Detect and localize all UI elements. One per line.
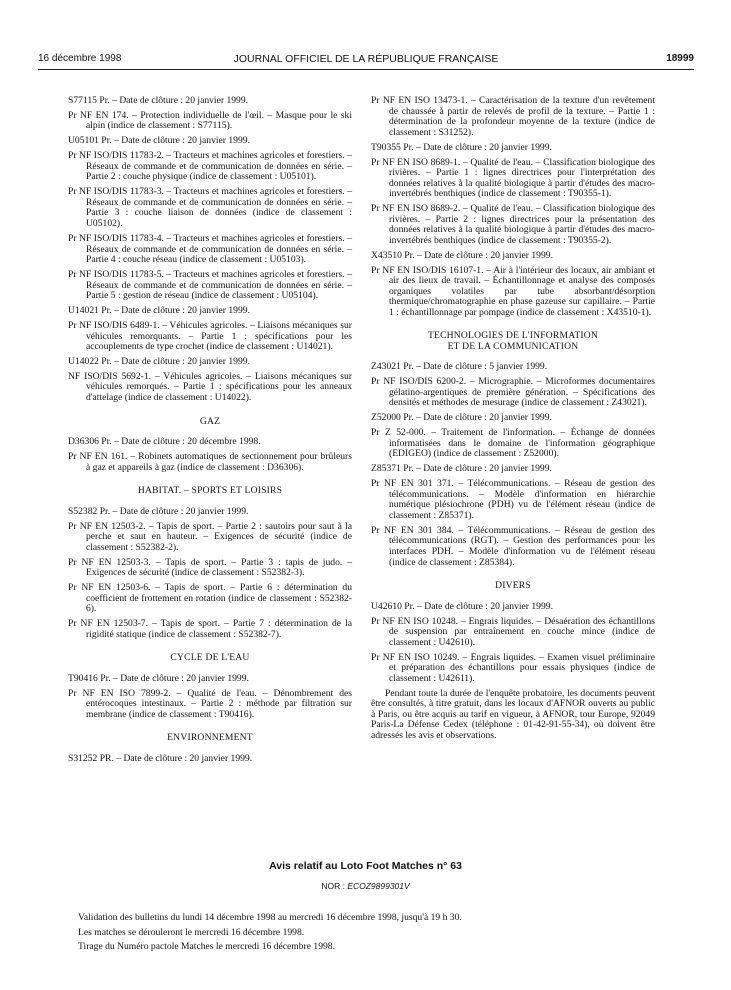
- standard-entry: Pr NF ISO/DIS 11783-2. – Tracteurs et machines agricoles et forestiers. – Réseaux de commande et de communication de données en série. – Partie 2 : couche physique (indice de classement : U05101).: [68, 150, 352, 183]
- standard-entry: Pr NF ISO/DIS 11783-3. – Tracteurs et machines agricoles et forestiers. – Réseaux de commande et de communication de données en série. – Partie 3 : couche liaison de données (indice de classement : U05102).: [68, 186, 352, 230]
- header-date: 16 décembre 1998: [38, 53, 122, 64]
- section-heading-cycle-eau: CYCLE DE L'EAU: [170, 652, 250, 664]
- header-journal-title: JOURNAL OFFICIEL DE LA RÉPUBLIQUE FRANÇAISE: [233, 53, 499, 65]
- standard-entry: Pr NF ISO/DIS 6489-1. – Véhicules agricoles. – Liaisons mécaniques sur véhicules remorquants. – Partie 1 : spécifications pour les accouplements de type crochet (indice de classement : U14021).: [68, 319, 352, 353]
- standard-entry: Pr NF EN ISO 10248. – Engrais liquides. – Désaération des échantillons de suspension par entraînement en couche mince (indice de classement : U42610).: [371, 615, 655, 648]
- right-entries-group: [371, 362, 655, 568]
- closing-date-line: U05101 Pr. – Date de clôture : 20 janvier 1999.: [68, 135, 250, 147]
- closing-date-line: Z85371 Pr. – Date de clôture : 20 janvier 1999.: [371, 463, 552, 475]
- left-entries-group: [68, 754, 352, 765]
- closing-date-line: X43510 Pr. – Date de clôture : 20 janvier 1999.: [371, 249, 553, 261]
- left-column: [68, 96, 352, 769]
- section-heading-line: TECHNOLOGIES DE L'INFORMATION: [427, 330, 599, 342]
- closing-date-line: U14021 Pr. – Date de clôture : 20 janvier 1999.: [68, 305, 250, 317]
- avis-line: Les matches se dérouleront le mercredi 16 décembre 1998.: [78, 926, 305, 938]
- standard-entry: Pr NF ISO/DIS 11783-4. – Tracteurs et machines agricoles et forestiers. – Réseaux de commande et de communication de données en série. – Partie 4 : couche réseau (indice de classement : U05103).: [68, 232, 352, 266]
- section-heading-divers: DIVERS: [495, 580, 531, 592]
- section-heading-technologies: [371, 331, 655, 352]
- avis-title: Avis relatif au Loto Foot Matches n° 63: [269, 860, 462, 872]
- closing-date-line: T90355 Pr. – Date de clôture : 20 janvier 1999.: [371, 141, 552, 153]
- left-entries-group: [68, 437, 352, 473]
- nor-label: NOR :: [321, 881, 345, 891]
- closing-date-line: Z52000 Pr. – Date de clôture : 20 janvier 1999.: [371, 412, 552, 424]
- standard-entry: Pr Z 52-000. – Traitement de l'information. – Échange de données informatisées dans le domaine de l'information géographique (EDIGEO) (indice de classement : Z52000).: [371, 427, 655, 460]
- standard-entry: Pr NF EN 174. – Protection individuelle de l'œil. – Masque pour le ski alpin (indice de classement : S77115).: [68, 109, 352, 132]
- standard-entry: Pr NF EN 301 384. – Télécommunications. – Réseau de gestion des télécommunications (RGT). – Gestion des performances pour les interfaces PDH. – Modèle d'information vu de l'élément réseau (indice de classement : Z85384).: [371, 524, 655, 568]
- closing-date-line: S77115 Pr. – Date de clôture : 20 janvier 1999.: [68, 95, 249, 106]
- avis-line: Tirage du Numéro pactole Matches le mercredi 16 décembre 1998.: [78, 941, 335, 952]
- section-heading-line: ET DE LA COMMUNICATION: [447, 340, 579, 352]
- right-entries-group: [371, 602, 655, 685]
- standard-entry: Pr NF EN 12503-7. – Tapis de sport. – Partie 7 : détermination de la rigidité statique (indice de classement : S52382-7).: [68, 618, 352, 640]
- closing-date-line: S52382 Pr. – Date de clôture : 20 janvier 1999.: [68, 505, 249, 517]
- avis-line: Validation des bulletins du lundi 14 décembre 1998 au mercredi 16 décembre 1998, jusqu'à 19 h 30.: [78, 912, 462, 923]
- left-entries-group: [68, 507, 352, 641]
- right-column: [371, 96, 655, 741]
- standard-entry: Pr NF EN ISO/DIS 16107-1. – Air à l'intérieur des locaux, air ambiant et air des lieux de travail. – Échantillonnage et analyse des composés organiques volatiles par tube absorbant/désorption thermique/chromatographie en phase gazeuse sur capillaire. – Partie 1 : échantillonnage par pompage (indice de classement : X43510-1).: [371, 264, 655, 318]
- standard-entry: Pr NF EN 12503-2. – Tapis de sport. – Partie 2 : sautoirs pour saut à la perche et saut en hauteur. – Exigences de sécurité (indice de classement : S52382-2).: [68, 520, 352, 553]
- standard-entry: Pr NF EN ISO 10249. – Engrais liquides. – Examen visuel préliminaire et préparation des échantillons pour essais physiques (indice de classement : U42611).: [371, 651, 655, 684]
- standard-entry: Pr NF ISO/DIS 6200-2. – Micrographie. – Microformes documentaires gélatino-argentiques de première génération. – Spécifications des densités et méthodes de mesurage (indice de classement : Z43021).: [371, 376, 655, 409]
- closing-date-line: D36306 Pr. – Date de clôture : 20 décembre 1998.: [68, 436, 261, 448]
- header-page-number: 18999: [666, 53, 694, 64]
- nor-code: ECOZ9899301V: [347, 881, 410, 891]
- avis-body: [78, 911, 658, 955]
- header-rule: [38, 69, 694, 70]
- right-entries-group: [371, 96, 655, 318]
- section-heading-gaz: GAZ: [199, 415, 221, 427]
- closing-date-line: Z43021 Pr. – Date de clôture : 5 janvier 1999.: [371, 361, 548, 373]
- standard-entry: Pr NF EN ISO 7899-2. – Qualité de l'eau. – Dénombrement des entérocoques intestinaux. – Partie 2 : méthode par filtration sur membrane (indice de classement : T90416).: [68, 687, 352, 720]
- nor-reference: [0, 881, 731, 891]
- standard-entry: Pr NF EN 12503-3. – Tapis de sport. – Partie 3 : tapis de judo. – Exigences de sécurité (indice de classement : S52382-3).: [68, 556, 352, 579]
- standard-entry: Pr NF EN 12503-6. – Tapis de sport. – Partie 6 : détermination du coefficient de frottement en rotation (indice de classement : S52382-6).: [68, 582, 352, 615]
- standard-entry: Pr NF EN ISO 13473-1. – Caractérisation de la texture d'un revêtement de chaussée à partir de relevés de profil de la texture. – Partie 1 : détermination de la profondeur moyenne de la texture (indice de classement : S31252).: [371, 95, 655, 138]
- standard-entry: Pr NF EN 161. – Robinets automatiques de sectionnement pour brûleurs à gaz et appareils à gaz (indice de classement : D36306).: [68, 451, 352, 473]
- standard-entry: Pr NF EN ISO 8689-1. – Qualité de l'eau. – Classification biologique des rivières. – Partie 1 : lignes directrices pour l'interprétation des données relatives à la qualité biologique à partir d'études des macro-invertébrés benthiques (indice de classement : T90355-1).: [371, 156, 655, 200]
- closing-date-line: U42610 Pr. – Date de clôture : 20 janvier 1999.: [371, 600, 553, 612]
- section-heading-environnement: ENVIRONNEMENT: [167, 732, 253, 744]
- standard-entry: Pr NF EN 301 371. – Télécommunications. – Réseau de gestion des télécommunications. – Modèle d'information en hiérarchie numérique plésiochrone (PDH) vu de l'élément réseau (indice de classement : Z85371).: [371, 478, 655, 521]
- closing-paragraph: Pendant toute la durée de l'enquête probatoire, les documents peuvent être consultés, à titre gratuit, dans les locaux d'AFNOR ouverts au public à Paris, ou être acquis au tarif en vigueur, à AFNOR, tour Europe, 92049 Paris-La Défense Cedex (téléphone : 01-42-91-55-34), où doivent être adressés les avis et observations.: [371, 687, 655, 741]
- left-entries-group: [68, 674, 352, 721]
- page-header: [38, 53, 694, 67]
- closing-date-line: S31252 PR. – Date de clôture : 20 janvier 1999.: [68, 752, 253, 764]
- section-heading-habitat: HABITAT. – SPORTS ET LOISIRS: [137, 485, 283, 497]
- closing-date-line: T90416 Pr. – Date de clôture : 20 janvier 1999.: [68, 672, 249, 684]
- left-entries-group: [68, 96, 352, 404]
- standard-entry: Pr NF ISO/DIS 11783-5. – Tracteurs et machines agricoles et forestiers. – Réseaux de commande et de communication de données en série. – Partie 5 : gestion de réseau (indice de classement : U05104).: [68, 269, 352, 302]
- closing-date-line: U14022 Pr. – Date de clôture : 20 janvier 1999.: [68, 356, 250, 367]
- standard-entry: NF ISO/DIS 5692-1. – Véhicules agricoles. – Liaisons mécaniques sur véhicules remorqués. – Partie 1 : spécifications pour les anneaux d'attelage (indice de classement : U14022).: [68, 370, 352, 404]
- standard-entry: Pr NF EN ISO 8689-2. – Qualité de l'eau. – Classification biologique des rivières. – Partie 2 : lignes directrices pour la présentation des données relatives à la qualité biologique à partir d'études des macro-invertébrés benthiques (indice de classement : T90355-2).: [371, 203, 655, 246]
